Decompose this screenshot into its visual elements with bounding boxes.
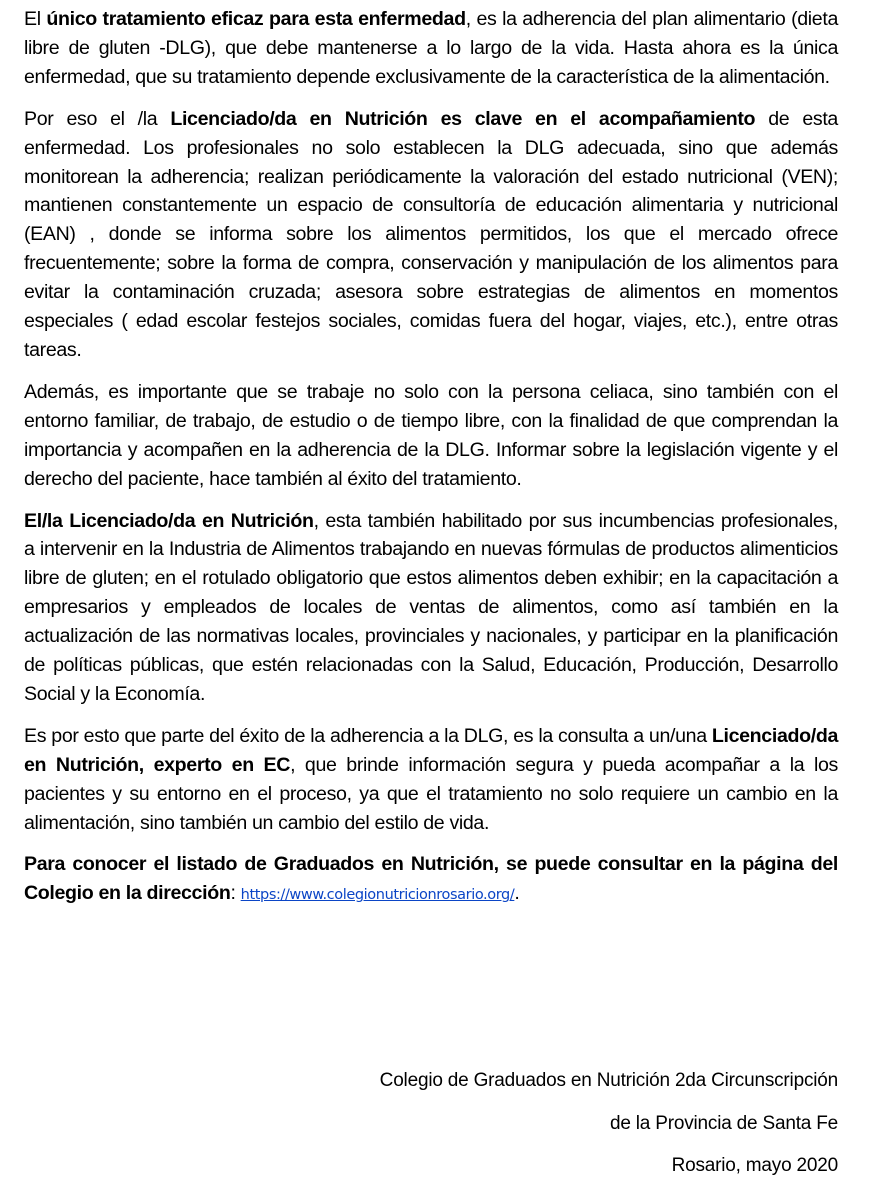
bold-run: Licenciado/da en Nutrición es clave en el acompañamiento [170,107,756,130]
separator: : [230,882,241,905]
paragraph-family-environment [24,378,838,494]
text-run: , que brinde información segura y pueda acompañar a la los pacientes y su entorno en el proceso, ya que el tratamiento no solo requiere un cambio en la alimentación, sino también un cambio del estilo de vida. [24,753,838,834]
text-run: Además, es importante que se trabaje no solo con la persona celiaca, sino también con el entorno familiar, de trabajo, de estudio o de tiempo libre, con la finalidad de que comprendan la importancia y acompañen en la adherencia de la DLG. Informar sobre la legislación vigente y el derecho del paciente, hace también al éxito del tratamiento. [24,380,838,490]
paragraph-consultation [24,722,838,838]
paragraph-graduates-listing [24,850,838,910]
trailing-period: . [514,882,520,905]
text-run: El [24,8,47,30]
text-run: , esta también habilitado por sus incumbencias profesionales, a intervenir en la Industria de Alimentos trabajando en nuevas fórmulas de productos alimenticios libre de gluten; en el rotulado obligatorio que estos alimentos deben exhibir; en la capacitación a empresarios y empleados de locales de ventas de alimentos, como así también en la actualización de las normativas locales, provinciales y nacionales, y participar en la planificación de políticas públicas, que estén relacionadas con la Salud, Educación, Producción, Desarrollo Social y la Economía. [24,509,838,705]
bold-run: Licenciado/da en Nutrición, experto en EC [24,724,838,776]
paragraph-nutritionist-role [24,105,838,365]
bold-run: único tratamiento eficaz para esta enfermedad [46,8,466,30]
bold-run: Para conocer el listado de Graduados en Nutrición, se puede consultar en la página del Colegio en la dirección [24,853,838,905]
paragraph-industry [24,507,838,709]
text-run: Por eso el /la [24,107,171,130]
document-body [24,5,838,923]
paragraph-treatment [24,5,838,92]
bold-run: El/la Licenciado/da en Nutrición [24,509,314,532]
signature-province: de la Provincia de Santa Fe [609,1112,838,1134]
college-website-link[interactable]: https://www.colegionutricionrosario.org/ [240,887,515,904]
text-run: Es por esto que parte del éxito de la adherencia a la DLG, es la consulta a un/una [24,724,712,747]
text-run: de esta enfermedad. Los profesionales no solo establecen la DLG adecuada, sino que además monitorean la adherencia; realizan periódicamente la valoración del estado nutricional (VEN); mantienen constantemente un espacio de consultoría de educación alimentaria y nutricional (EAN) , donde se informa sobre los alimentos permitidos, los que el mercado ofrece frecuentemente; sobre la forma de compra, conservación y manipulación de los alimentos para evitar la contaminación cruzada; asesora sobre estrategias de alimentos en momentos especiales ( edad escolar festejos sociales, comidas fuera del hogar, viajes, etc.), entre otras tareas. [24,107,838,361]
signature-place-date: Rosario, mayo 2020 [671,1155,838,1176]
signature-organization: Colegio de Graduados en Nutrición 2da Circunscripción [379,1070,838,1091]
text-run: , es la adherencia del plan alimentario (dieta libre de gluten -DLG), que debe mantenerse a lo largo de la vida. Hasta ahora es la única enfermedad, que su tratamiento depende exclusivamente de la característica de la alimentación. [24,8,838,88]
signature-block [380,1064,838,1192]
